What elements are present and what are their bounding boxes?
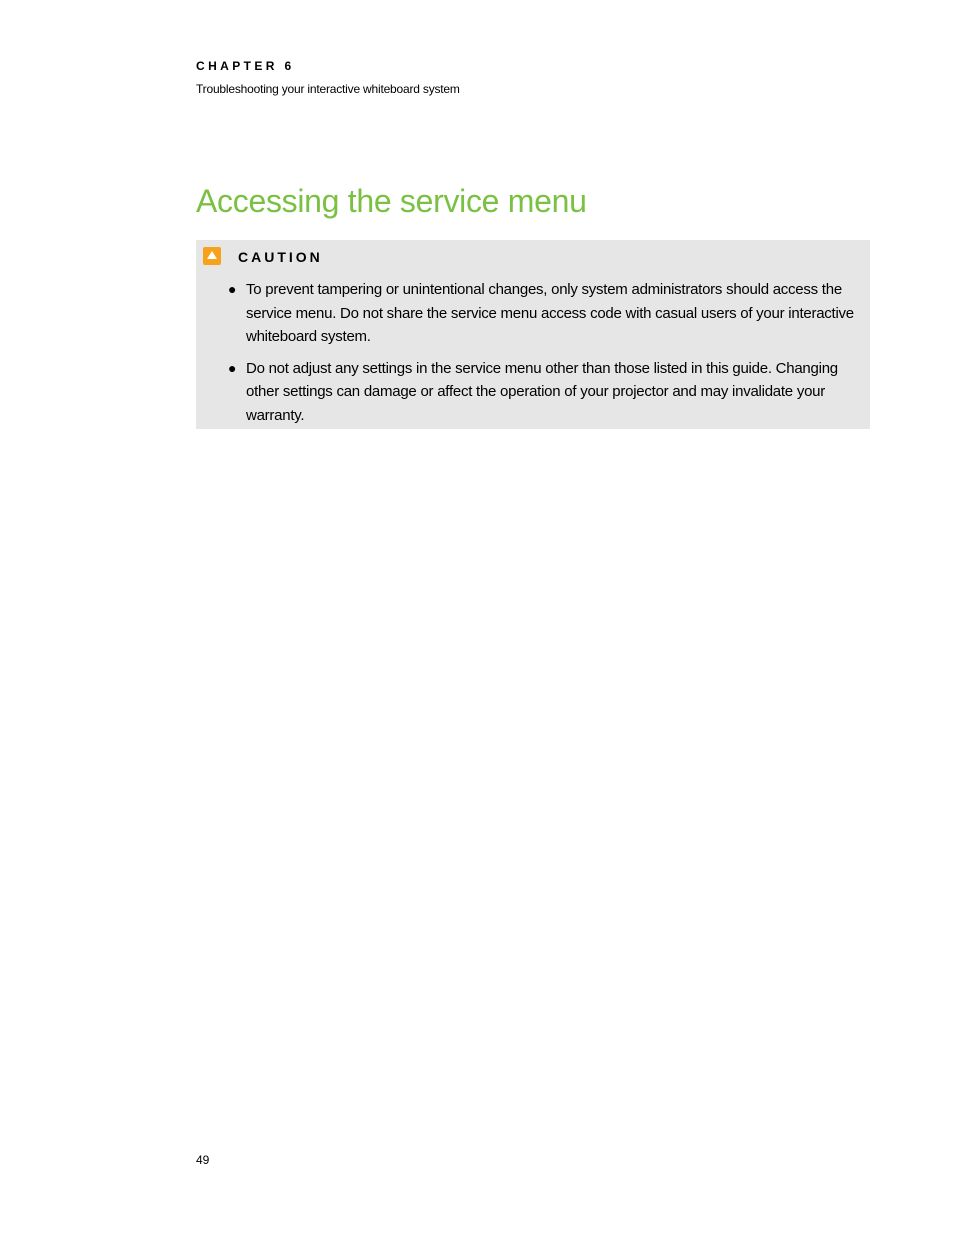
list-item xyxy=(228,357,864,428)
list-item-text: To prevent tampering or unintentional changes, only system administrators should access the service menu. Do not share the service menu access code with casual users of your interactive whiteboard system. xyxy=(246,281,854,345)
chapter-title: Troubleshooting your interactive whiteboard system xyxy=(196,82,460,96)
caution-triangle-icon xyxy=(203,247,221,265)
caution-label: CAUTION xyxy=(238,249,323,265)
list-item xyxy=(228,278,864,349)
bullet-icon: ● xyxy=(228,281,237,297)
caution-box xyxy=(196,240,870,429)
chapter-label: CHAPTER 6 xyxy=(196,59,295,73)
list-item-text: Do not adjust any settings in the service menu other than those listed in this guide. Changing other settings can damage or affect the operation of your projector and may invalidate your warranty. xyxy=(246,359,838,424)
page-number: 49 xyxy=(196,1153,210,1167)
page-title: Accessing the service menu xyxy=(196,183,587,219)
bullet-icon: ● xyxy=(228,359,237,376)
caution-list xyxy=(228,278,864,435)
